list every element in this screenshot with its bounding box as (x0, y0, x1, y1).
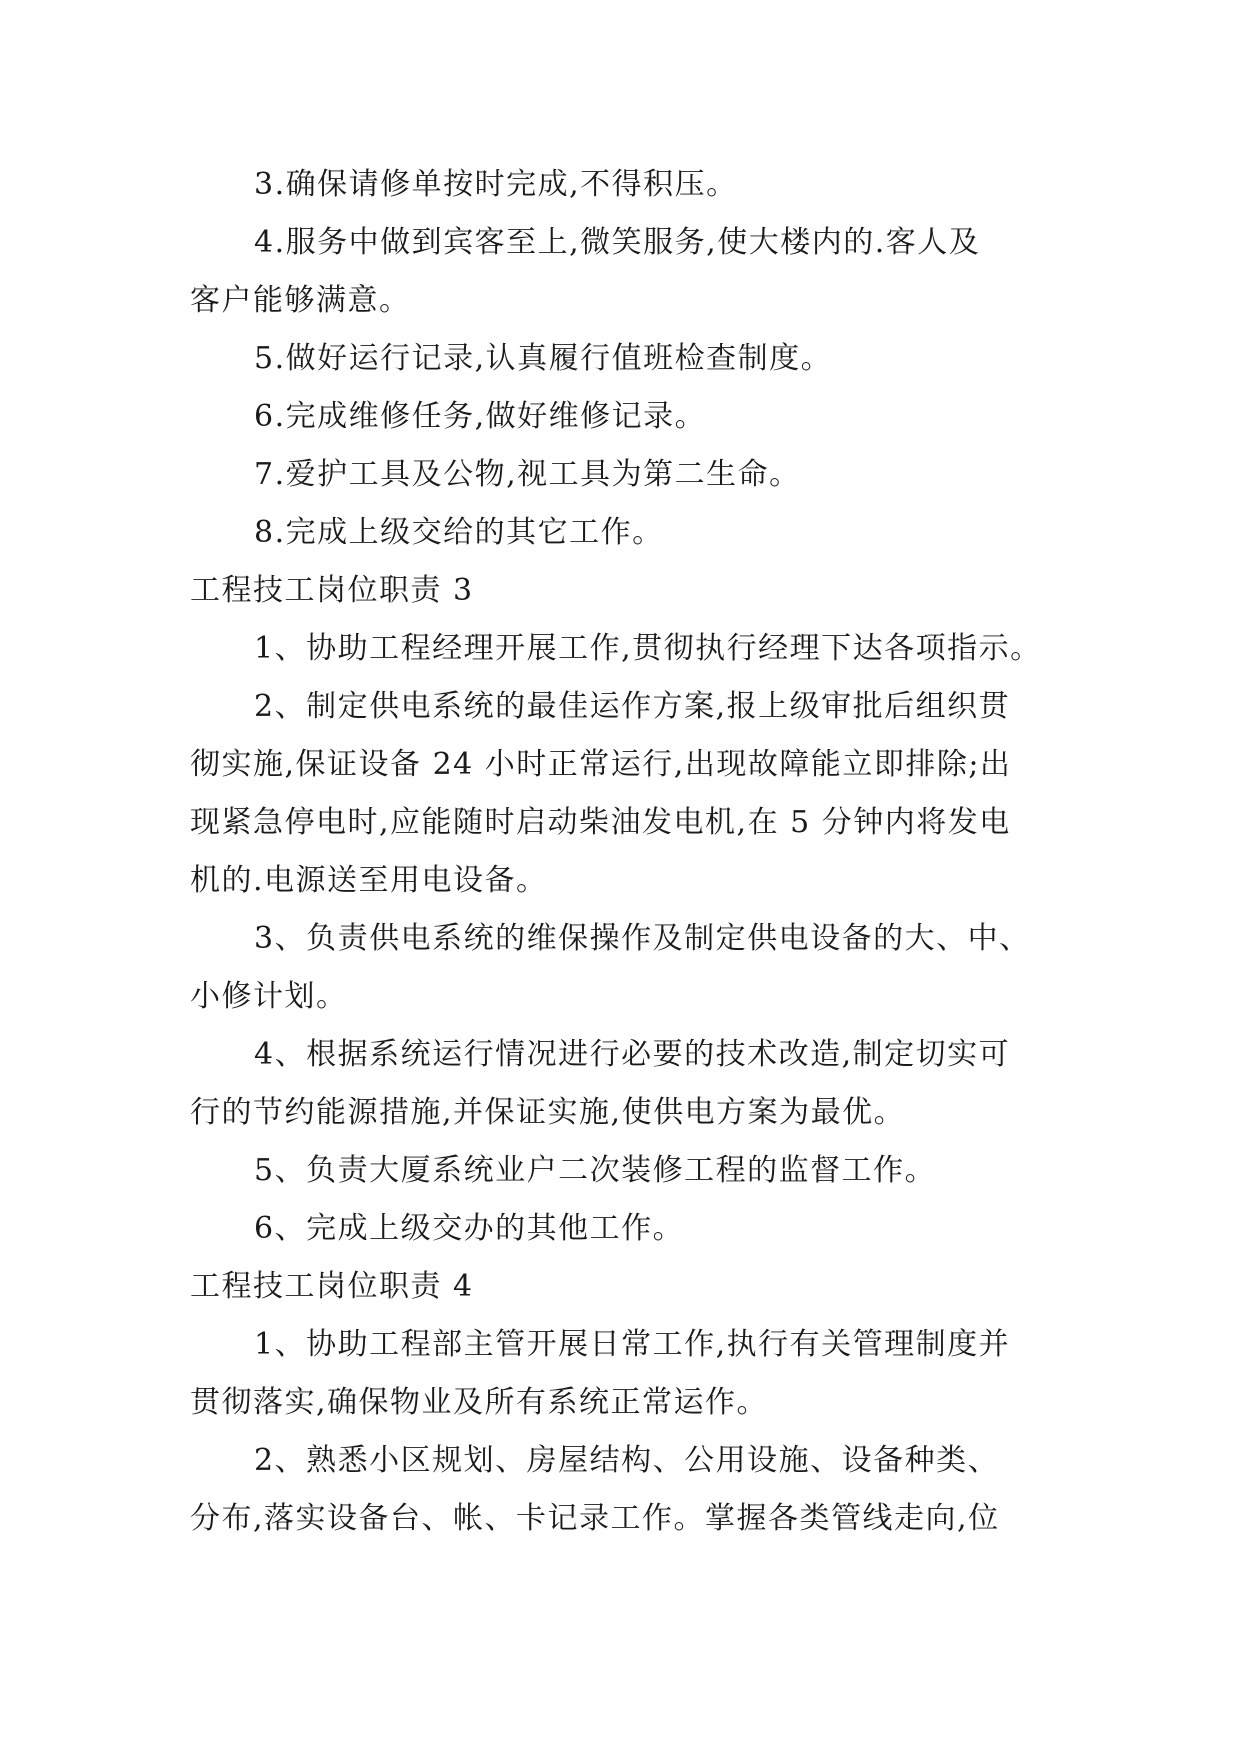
paragraph-line: 2、制定供电系统的最佳运作方案,报上级审批后组织贯 (254, 689, 1011, 724)
section-heading: 工程技工岗位职责 3 (190, 573, 474, 608)
paragraph-line: 2、熟悉小区规划、房屋结构、公用设施、设备种类、 (254, 1443, 1000, 1478)
paragraph-line: 7.爱护工具及公物,视工具为第二生命。 (254, 457, 801, 492)
paragraph-line: 5.做好运行记录,认真履行值班检查制度。 (254, 341, 833, 376)
paragraph-line: 彻实施,保证设备 24 小时正常运行,出现故障能立即排除;出 (190, 747, 1012, 782)
paragraph-line: 小修计划。 (190, 979, 348, 1014)
document-body (190, 156, 1052, 1548)
paragraph-line: 3.确保请修单按时完成,不得积压。 (254, 167, 738, 202)
paragraph-line: 行的节约能源措施,并保证实施,使供电方案为最优。 (190, 1095, 906, 1130)
paragraph-line: 贯彻落实,确保物业及所有系统正常运作。 (190, 1385, 769, 1420)
paragraph-line: 4.服务中做到宾客至上,微笑服务,使大楼内的.客人及 (254, 225, 981, 260)
paragraph-line: 现紧急停电时,应能随时启动柴油发电机,在 5 分钟内将发电 (190, 805, 1011, 840)
paragraph-line: 5、负责大厦系统业户二次装修工程的监督工作。 (254, 1153, 937, 1188)
paragraph-line: 机的.电源送至用电设备。 (190, 863, 548, 898)
paragraph-line: 1、协助工程部主管开展日常工作,执行有关管理制度并 (254, 1327, 1011, 1362)
paragraph-line: 客户能够满意。 (190, 283, 411, 318)
paragraph-line: 6、完成上级交办的其他工作。 (254, 1211, 685, 1246)
paragraph-line: 1、协助工程经理开展工作,贯彻执行经理下达各项指示。 (254, 631, 1042, 666)
paragraph-line: 3、负责供电系统的维保操作及制定供电设备的大、中、 (254, 921, 1031, 956)
paragraph-line: 8.完成上级交给的其它工作。 (254, 515, 664, 550)
paragraph-line: 分布,落实设备台、帐、卡记录工作。掌握各类管线走向,位 (190, 1501, 1000, 1536)
section-heading: 工程技工岗位职责 4 (190, 1269, 474, 1304)
paragraph-line: 6.完成维修任务,做好维修记录。 (254, 399, 707, 434)
paragraph-line: 4、根据系统运行情况进行必要的技术改造,制定切实可 (254, 1037, 1011, 1072)
